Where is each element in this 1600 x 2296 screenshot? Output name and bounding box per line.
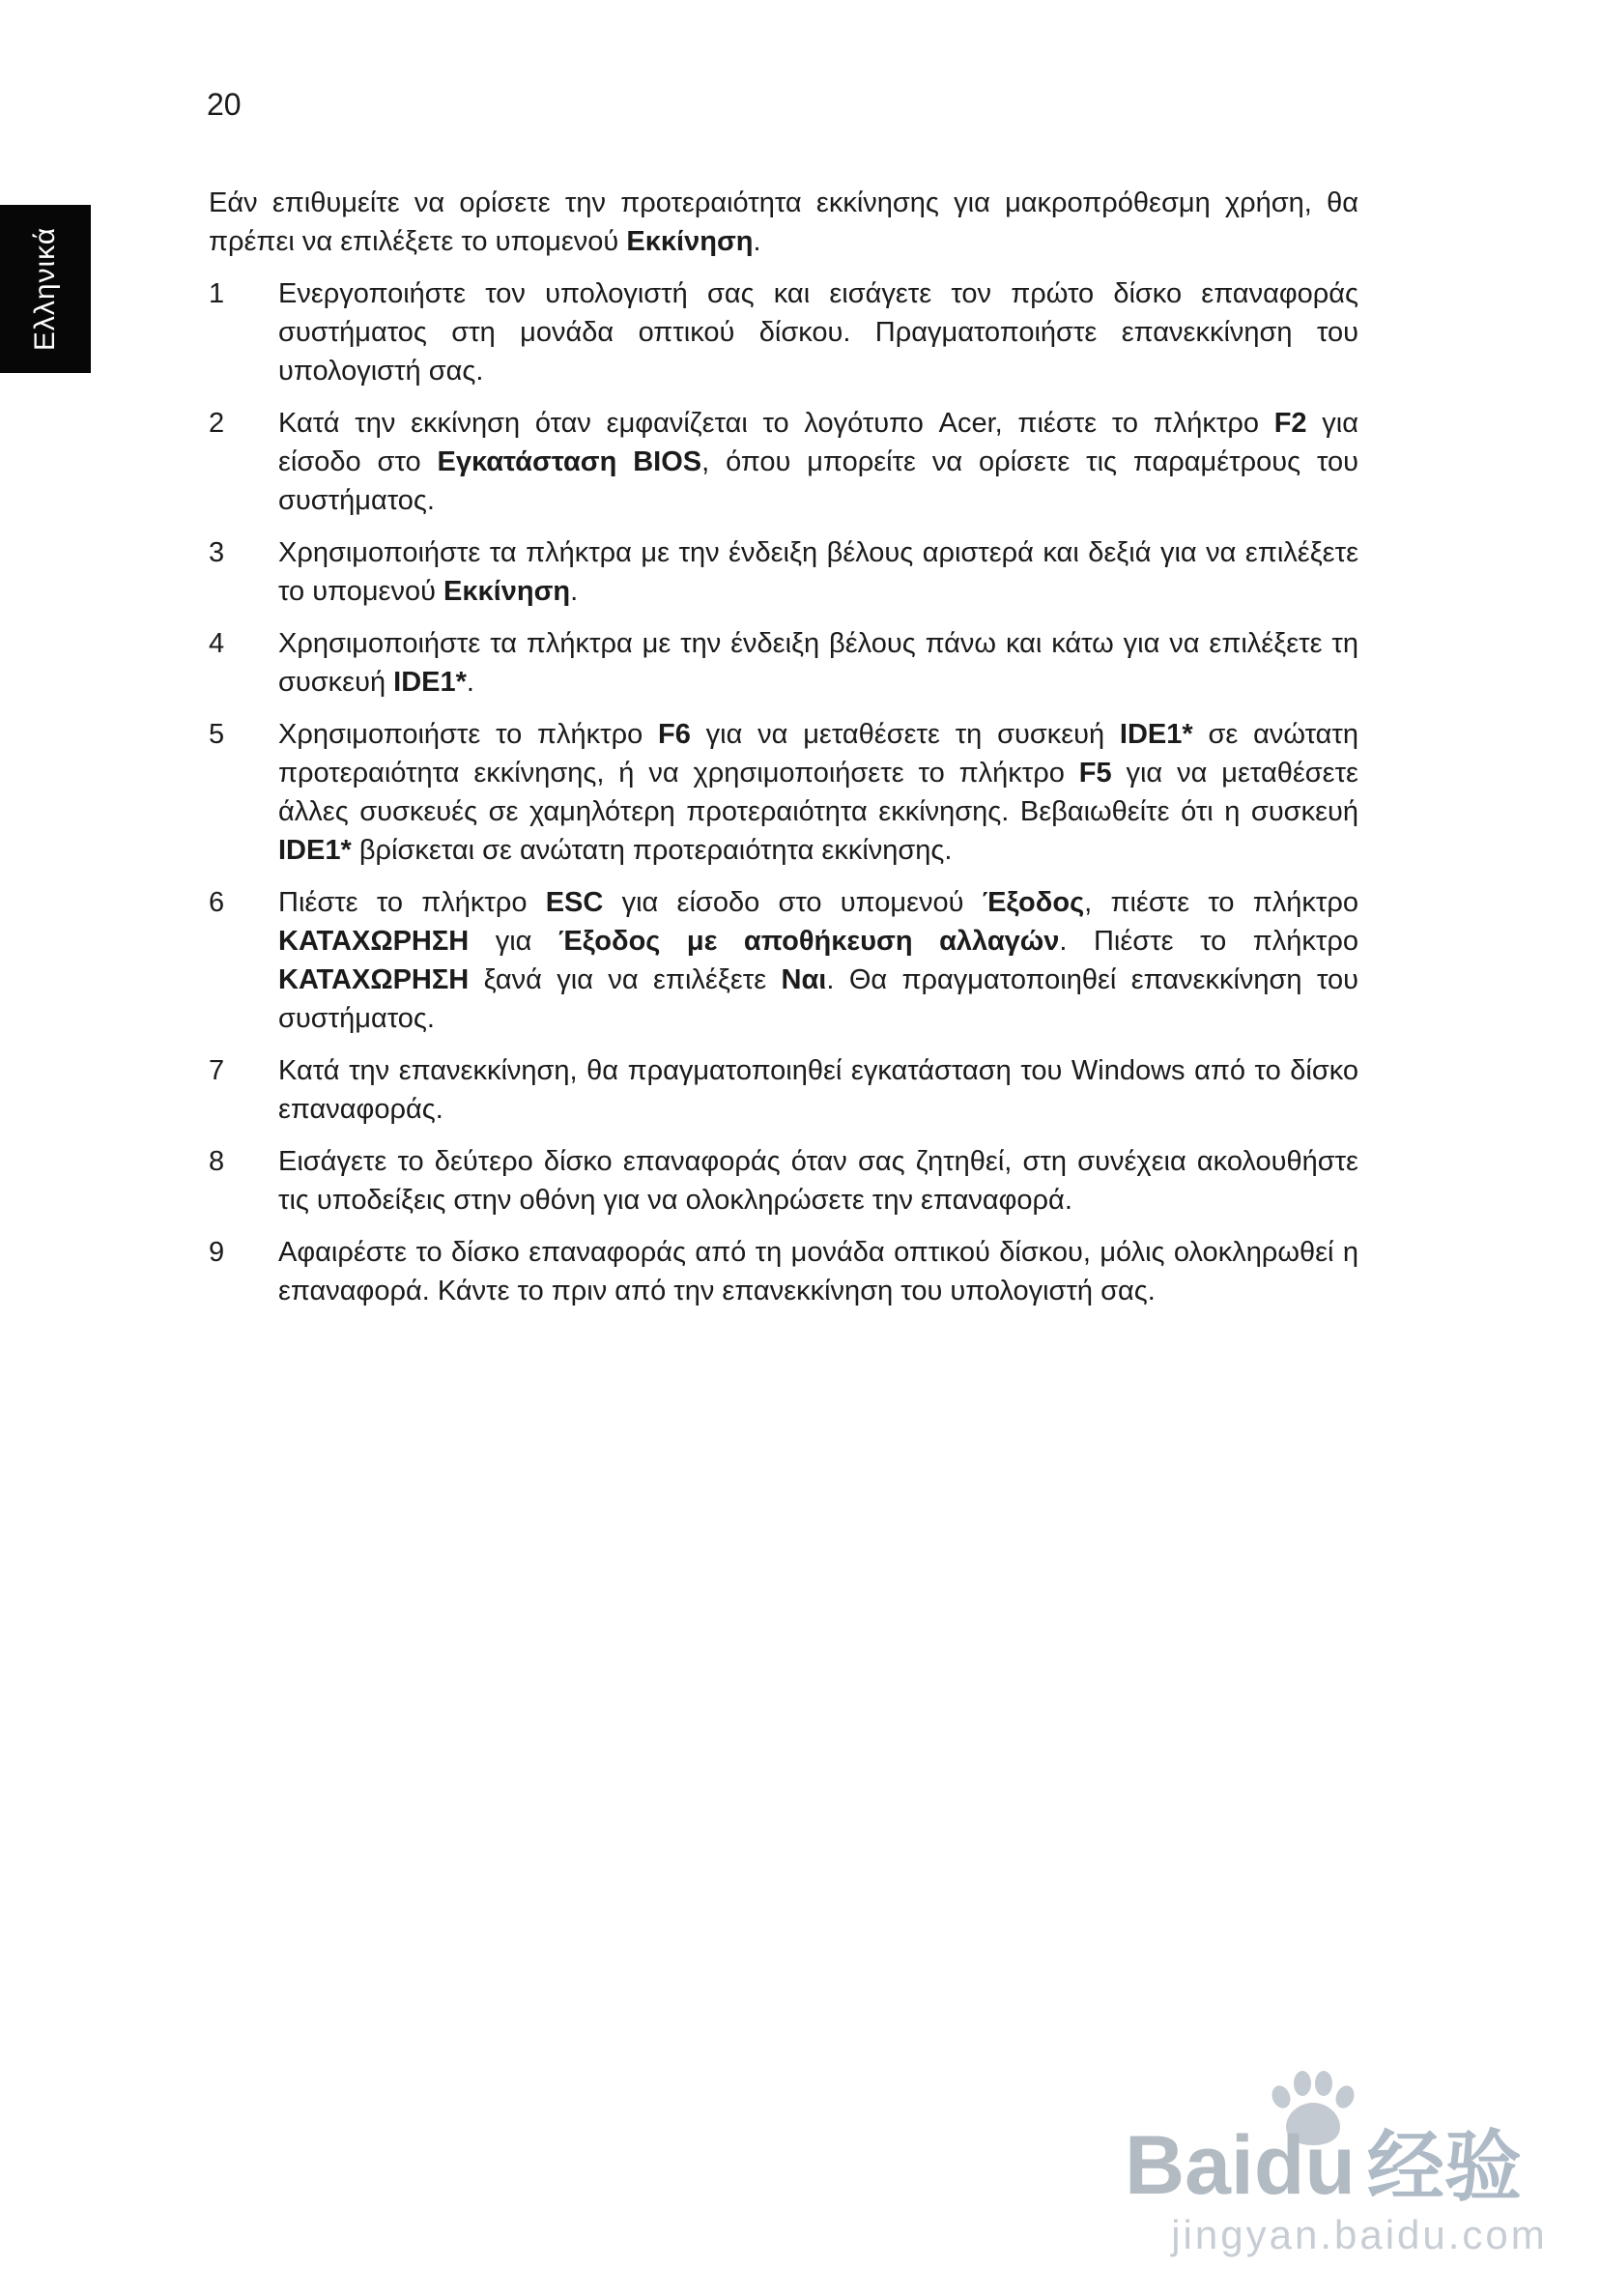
list-item-text: Χρησιμοποιήστε τα πλήκτρα με την ένδειξη βέλους πάνω και κάτω για να επιλέξετε τη συσκευή IDE1*. [278, 628, 1358, 698]
list-item-number: 8 [209, 1146, 225, 1177]
page-number: 20 [207, 87, 242, 122]
list-item-text: Αφαιρέστε το δίσκο επαναφοράς από τη μονάδα οπτικού δίσκου, μόλις ολοκληρωθεί η επαναφορά. Κάντε το πριν από την επανεκκίνηση του υπολογιστή σας. [278, 1237, 1358, 1306]
list-item [209, 274, 1358, 390]
list-item-number: 6 [209, 887, 225, 918]
list-item-number: 5 [209, 719, 225, 750]
list-item-text: Χρησιμοποιήστε τα πλήκτρα με την ένδειξη βέλους αριστερά και δεξιά για να επιλέξετε το υπομενού Εκκίνηση. [278, 537, 1358, 607]
numbered-list [209, 274, 1358, 1310]
list-item [209, 1051, 1358, 1129]
list-item [209, 1142, 1358, 1220]
language-tab [0, 205, 91, 373]
list-item-number: 2 [209, 408, 225, 439]
baidu-logo-chinese: 经验 [1366, 2124, 1522, 2210]
list-item-text: Κατά την επανεκκίνηση, θα πραγματοποιηθεί εγκατάσταση του Windows από το δίσκο επαναφοράς. [278, 1055, 1358, 1125]
list-item [209, 624, 1358, 702]
list-item [209, 404, 1358, 520]
list-item [209, 883, 1358, 1038]
baidu-logo-latin: Baidu [1125, 2119, 1356, 2212]
list-item-number: 4 [209, 628, 225, 659]
list-item [209, 533, 1358, 611]
baidu-watermark [1119, 2076, 1600, 2259]
list-item-text: Κατά την εκκίνηση όταν εμφανίζεται το λογότυπο Acer, πιέστε το πλήκτρο F2 για είσοδο στο Εγκατάσταση BIOS, όπου μπορείτε να ορίσετε τις παραμέτρους του συστήματος. [278, 408, 1358, 516]
baidu-logo [1125, 2119, 1522, 2212]
list-item-number: 9 [209, 1237, 225, 1268]
list-item-text: Πιέστε το πλήκτρο ESC για είσοδο στο υπομενού Έξοδος, πιέστε το πλήκτρο ΚΑΤΑΧΩΡΗΣΗ για Έξοδος με αποθήκευση αλλαγών. Πιέστε το πλήκτρο ΚΑΤΑΧΩΡΗΣΗ ξανά για να επιλέξετε Ναι. Θα πραγματοποιηθεί επανεκκίνηση του συστήματος. [278, 887, 1359, 1034]
intro-paragraph: Εάν επιθυμείτε να ορίσετε την προτεραιότητα εκκίνησης για μακροπρόθεσμη χρήση, θα πρέπει να επιλέξετε το υπομενού Εκκίνηση. [209, 187, 1358, 257]
list-item [209, 1233, 1358, 1310]
list-item-number: 1 [209, 278, 225, 309]
list-item-number: 3 [209, 537, 225, 568]
list-item-text: Εισάγετε το δεύτερο δίσκο επαναφοράς όταν σας ζητηθεί, στη συνέχεια ακολουθήστε τις υποδείξεις στην οθόνη για να ολοκληρώσετε την επαναφορά. [278, 1146, 1358, 1216]
list-item-text: Χρησιμοποιήστε το πλήκτρο F6 για να μεταθέσετε τη συσκευή IDE1* σε ανώτατη προτεραιότητα εκκίνησης, ή να χρησιμοποιήσετε το πλήκτρο F5 για να μεταθέσετε άλλες συσκευές σε χαμηλότερη προτεραιότητα εκκίνησης. Βεβαιωθείτε ότι η συσκευή IDE1* βρίσκεται σε ανώτατη προτεραιότητα εκκίνησης. [278, 719, 1358, 866]
language-tab-label: Ελληνικά [29, 226, 61, 352]
list-item-text: Ενεργοποιήστε τον υπολογιστή σας και εισάγετε τον πρώτο δίσκο επαναφοράς συστήματος στη μονάδα οπτικού δίσκου. Πραγματοποιήστε επανεκκίνηση του υπολογιστή σας. [278, 278, 1358, 387]
page-content [209, 184, 1358, 1310]
list-item [209, 715, 1358, 870]
list-item-number: 7 [209, 1055, 225, 1086]
baidu-watermark-url: jingyan.baidu.com [1171, 2212, 1548, 2257]
